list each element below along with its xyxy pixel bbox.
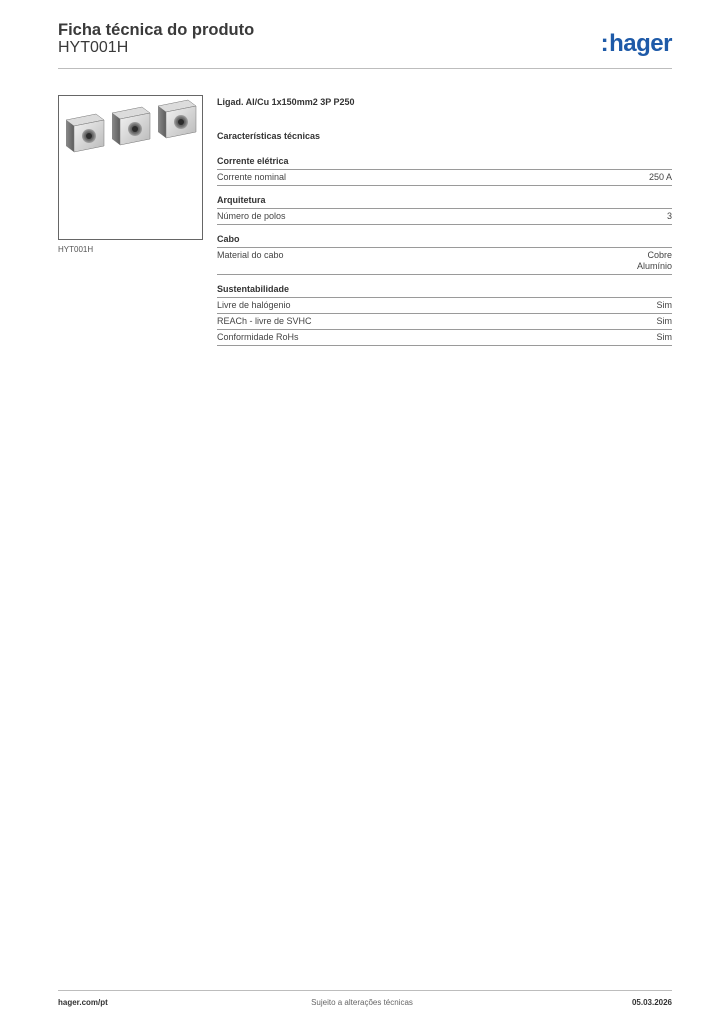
row-value	[637, 250, 672, 272]
footer-date: 05.03.2026	[631, 998, 672, 1007]
row-label: Material do cabo	[217, 250, 284, 260]
row-value: Sim	[656, 332, 672, 342]
group-corrente-eletrica	[217, 156, 672, 186]
table-row	[217, 298, 672, 314]
connector-3	[158, 100, 196, 138]
section-title: Características técnicas	[217, 131, 321, 141]
row-value-line-2: Alumínio	[636, 261, 672, 271]
group-arquitetura	[217, 195, 672, 225]
row-value: Sim	[656, 316, 672, 326]
row-value-line-1: Cobre	[647, 250, 672, 260]
table-row	[217, 314, 672, 330]
hager-logo: :hager	[600, 30, 672, 57]
table-row	[217, 170, 672, 186]
row-value: 250 A	[648, 172, 672, 182]
row-label: Conformidade RoHs	[217, 332, 299, 342]
row-value: Sim	[656, 300, 672, 310]
group-title: Arquitetura	[217, 195, 672, 209]
group-title: Sustentabilidade	[217, 284, 672, 298]
table-row	[217, 248, 672, 275]
logo-text: hager	[609, 30, 672, 57]
row-label: Corrente nominal	[217, 172, 287, 182]
table-row	[217, 330, 672, 346]
product-name: Ligad. Al/Cu 1x150mm2 3P P250	[217, 97, 355, 107]
group-cabo	[217, 234, 672, 275]
group-title: Corrente elétrica	[217, 156, 672, 170]
footer-notice: Sujeito a alterações técnicas	[311, 998, 413, 1007]
terminal-connectors-illustration	[59, 96, 202, 239]
group-sustentabilidade	[217, 284, 672, 346]
footer-website-link[interactable]: hager.com/pt	[58, 998, 108, 1007]
connector-2	[112, 107, 150, 145]
header-divider	[58, 68, 672, 69]
table-row	[217, 209, 672, 225]
row-label: Livre de halógenio	[217, 300, 291, 310]
footer-divider	[58, 990, 672, 991]
image-caption: HYT001H	[58, 245, 94, 254]
product-image	[58, 95, 203, 240]
document-title: Ficha técnica do produto	[58, 21, 255, 39]
row-value: 3	[666, 211, 672, 221]
row-label: REACh - livre de SVHC	[217, 316, 312, 326]
connector-1	[66, 114, 104, 152]
group-title: Cabo	[217, 234, 672, 248]
product-code: HYT001H	[58, 39, 129, 56]
row-label: Número de polos	[217, 211, 286, 221]
